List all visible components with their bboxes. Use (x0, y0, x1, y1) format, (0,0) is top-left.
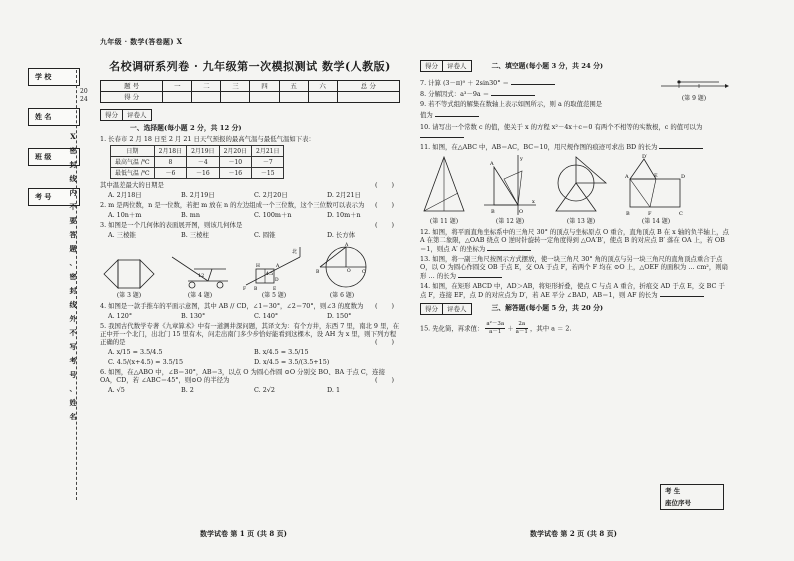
option-a[interactable]: A. 三棱锥 (108, 231, 136, 240)
question-15: 15. 先化简，再求值： $\frac{\text{a²－3a}}{a-1}$ ＋ $\frac{2a}{a-1}$ ，其中 a ＝ 2. (420, 320, 572, 335)
grader-name-label: 评卷人 (447, 304, 467, 313)
fig5-label-e: E (273, 287, 277, 292)
fig6-label-c: C (362, 270, 366, 276)
question-5: 5. 我国古代数学专著《九章算术》中有一道测井深问题，其译文为：有个方井，东西 7 里，南北 9 里，在正中开一个北门，出北门 15 里有木，问走出南门多少步恰好能看到这棵木，设 AH 为 x 里，则下列方程正确的是 ( ) (100, 321, 400, 346)
option-d[interactable]: D. 10m＋n (327, 211, 361, 220)
fig12-label-x: x (532, 199, 535, 206)
rectangle-fold-diagram (624, 153, 688, 217)
figures-row-2 (420, 153, 730, 226)
option-d[interactable]: D. 长方体 (327, 231, 356, 240)
option-b[interactable]: B. 2 (181, 385, 194, 394)
seat-number-box[interactable] (660, 484, 724, 510)
set-square-circle-diagram (552, 153, 610, 217)
question-10: 10. 请写出一个常数 c 的值，使关于 x 的方程 x²－4x＋c＝0 有两个不相等的实数根，c 的值可以为 (420, 123, 730, 140)
answer-blank[interactable] (458, 271, 502, 278)
temp-cell: 2月20日 (219, 146, 251, 157)
answer-blank[interactable] (435, 110, 479, 117)
fig6-label-b: B (316, 270, 320, 276)
score-cell: 六 (308, 80, 337, 91)
seal-line-notice: X 密 封 线 内 不 要 答 题 、 密 封 线 外 不 写 考 号 、 姓 名 (69, 132, 77, 421)
figure-3-caption: (第 3 题) (116, 292, 142, 300)
temp-cell: －15 (252, 168, 284, 179)
question-14: 14. 如图，在矩形 ABCD 中，AD＞AB，将矩形折叠，使点 C 与点 A 重合，折痕交 AD 于点 E，交 BC 于点 F，连接 EF，点 D 的对应点为 D′，若 AE 平分 ∠BAD，AB＝1，则 AF 的长为 (420, 281, 725, 299)
answer-blank[interactable] (487, 244, 531, 251)
fig12-label-a: A (490, 161, 494, 168)
fig5-north: 北 (292, 249, 298, 256)
name-label: 姓 名 (35, 111, 52, 121)
temp-cell: 2月19日 (187, 146, 219, 157)
class-label: 班 级 (35, 151, 52, 161)
page-2-footer: 数学试卷 第 2 页 (共 8 页) (530, 529, 617, 538)
fig14-label-b: B (626, 211, 630, 218)
question-5-options (108, 348, 400, 366)
option-a[interactable]: A. 120° (108, 311, 133, 320)
question-1: 1. 长春市 2 月 18 日至 2 月 21 日天气预报的最高气温与最低气温如下表： (100, 135, 315, 144)
fig12-label-b: B (491, 209, 495, 216)
question-7: 7. 计算 (3－π)⁰ ＋ 2sin30° ＝ (420, 78, 658, 87)
fraction-1: $\frac{\text{a²－3a}}{a-1}$ (486, 320, 505, 335)
option-c[interactable]: C. 2月20日 (254, 191, 288, 200)
figures-row-1 (100, 241, 400, 300)
option-d[interactable]: D. 150° (327, 311, 352, 320)
question-2: 2. m 是两位数，n 是一位数，若把 m 放在 n 的左边组成一个三位数，这个三位数可以表示为 ( ) (100, 201, 400, 210)
option-b[interactable]: B. 130° (181, 311, 206, 320)
page-1-footer: 数学试卷 第 1 页 (共 8 页) (200, 529, 287, 538)
question-3: 3. 如图是一个几何体的表面展开图，则该几何体是 ( ) (100, 221, 400, 230)
fig12-label-y: y (520, 156, 523, 163)
grader-score-label: 得分 (421, 61, 443, 71)
binding-margin (22, 60, 88, 500)
option-b[interactable]: B. x/4.5 = 3.5/15 (254, 347, 309, 356)
question-3-options (108, 231, 400, 239)
option-c[interactable]: C. 4.5/(x+4.5) = 3.5/15 (108, 357, 184, 366)
option-d[interactable]: D. 1 (327, 385, 341, 394)
fig5-label-b: B (254, 287, 258, 292)
option-d[interactable]: D. 2月21日 (327, 191, 361, 200)
fraction-2: $\frac{2a}{a-1}$ (515, 320, 528, 335)
grader-name-label: 评卷人 (127, 110, 147, 119)
figure-6 (316, 241, 368, 300)
section-1-title: 一、选择题(每小题 2 分，共 12 分) (130, 123, 242, 132)
fig5-label-45: 4.5 (266, 272, 274, 278)
figure-12-caption: (第 12 题) (495, 218, 525, 226)
temp-cell: －16 (219, 168, 251, 179)
score-cell[interactable] (279, 91, 308, 102)
figure-4-caption: (第 4 题) (187, 292, 213, 300)
score-cell[interactable] (221, 91, 250, 102)
cart-diagram (168, 251, 232, 291)
option-a[interactable]: A. 2月18日 (108, 191, 142, 200)
question-4-options (108, 312, 400, 320)
figure-13-caption: (第 13 题) (566, 218, 596, 226)
temp-cell: －6 (154, 168, 186, 179)
name-field (28, 108, 80, 126)
question-9: 9. 若不等式组的解集在数轴上表示如图所示，则 a 的取值范围是 (420, 100, 603, 109)
section-3-title: 三、解答题(每小题 5 分，共 20 分) (491, 304, 604, 313)
figure-4 (168, 251, 232, 300)
temp-cell: －16 (187, 168, 219, 179)
question-9-cont: 值为 (420, 110, 658, 119)
question-4: 4. 如图是一款手推车的平面示意图，其中 AB // CD，∠1＝30°，∠2＝70°，则∠3 的度数为 ( ) (100, 301, 400, 310)
answer-blank[interactable] (660, 290, 704, 297)
grader-score-label: 得分 (421, 304, 443, 314)
temperature-table (110, 145, 284, 179)
answer-blank[interactable] (511, 78, 555, 85)
score-cell: 三 (221, 80, 250, 91)
temp-cell: 最低气温 /℃ (111, 168, 155, 179)
circle-diagram (316, 241, 368, 291)
grader-box (100, 109, 152, 121)
paper-header-strip: 九年级 · 数学(答卷题) X (100, 37, 183, 46)
grader-box (420, 60, 472, 72)
net-diagram (100, 257, 158, 291)
figure-11-caption: (第 11 题) (429, 218, 459, 226)
answer-area[interactable] (420, 338, 730, 448)
figure-9 (658, 76, 730, 121)
score-cell[interactable] (192, 91, 221, 102)
score-cell[interactable] (308, 91, 337, 102)
school-label: 学 校 (35, 71, 52, 81)
score-cell: 四 (250, 80, 279, 91)
option-c[interactable]: C. 2√2 (254, 385, 275, 394)
figure-12 (482, 153, 538, 226)
figure-9-caption: (第 9 题) (681, 95, 707, 103)
figure-14 (624, 153, 688, 226)
section-2-title: 二、填空题(每小题 3 分，共 24 分) (491, 61, 604, 70)
question-13: 13. 如图，将一副三角尺按图示方式摆放，使一块三角尺 30° 角的顶点与另一块三角尺的直角顶点重合于点 O，以 O 为圆心作圆交 OB 于点 E，交 OA 于点 F，若两个 F 均在 ⊙O 上，△OEF 的面积为 … cm²，则扇形 … 的长为 (420, 254, 729, 280)
question-1-ask: 其中温差最大的日期是 ( ) (100, 181, 400, 190)
fig14-label-f: F (648, 211, 652, 218)
score-cell[interactable] (250, 91, 279, 102)
score-cell: 二 (192, 80, 221, 91)
figure-14-caption: (第 14 题) (641, 218, 671, 226)
score-table (100, 80, 400, 103)
figure-3 (100, 257, 158, 300)
option-c[interactable]: C. 140° (254, 311, 279, 320)
fig4-label: 12 (198, 273, 205, 280)
page-2 (420, 60, 730, 448)
fig6-label-o: O (347, 269, 351, 275)
figure-11 (420, 153, 468, 226)
score-cell: 一 (163, 80, 192, 91)
temp-cell: －10 (219, 157, 251, 168)
figure-6-caption: (第 6 题) (329, 292, 355, 300)
coordinate-rotation-diagram (482, 153, 538, 217)
fig5-label-d: D (275, 278, 279, 284)
option-b[interactable]: B. mn (181, 211, 200, 220)
option-a[interactable]: A. x/15 = 3.5/4.5 (108, 347, 163, 356)
seat-box-label-1: 考 生 (665, 486, 681, 495)
option-c[interactable]: C. 圆锥 (254, 231, 276, 240)
score-cell: 得 分 (101, 91, 163, 102)
question-6-options (108, 386, 400, 394)
option-c[interactable]: C. 100m＋n (254, 211, 292, 220)
school-field (28, 68, 80, 86)
score-table-score-row (101, 91, 400, 102)
fig14-label-c: C (679, 211, 683, 218)
fig5-label-h: H (256, 264, 260, 270)
option-b[interactable]: B. 2月19日 (181, 191, 215, 200)
figure-5-caption: (第 5 题) (261, 292, 287, 300)
grader-name-label: 评卷人 (447, 62, 467, 70)
well-diagram (242, 245, 306, 291)
temp-cell: 8 (154, 157, 186, 168)
exam-title: 名校调研系列卷 · 九年级第一次模拟测试 数学(人教版) (109, 60, 391, 73)
question-1-options (108, 191, 400, 199)
score-cell: 总 分 (337, 80, 399, 91)
temp-cell: 最高气温 /℃ (111, 157, 155, 168)
temp-cell: 2月18日 (154, 146, 186, 157)
option-b[interactable]: B. 三棱柱 (181, 231, 209, 240)
exam-number-label: 考 号 (35, 191, 52, 201)
year-vertical: 2024 (80, 88, 88, 103)
fig14-label-d-prime: D′ (642, 154, 648, 161)
fig14-label-d: D (681, 174, 686, 181)
answer-blank[interactable] (659, 142, 703, 149)
question-6: 6. 如图，在△ABO 中，∠B＝30°，AB＝3，以点 O 为圆心作圆 ⊙O 分别交 BO、BA 于点 C，连接 OA，CD，若 ∠ABC＝45°，则⊙O 的半径为 ( ) (100, 367, 400, 384)
page-1 (100, 60, 400, 396)
question-8: 8. 分解因式：a³－9a ＝ (420, 89, 658, 98)
fig6-label-a: A (345, 243, 349, 249)
score-cell[interactable] (337, 91, 399, 102)
grader-score-label: 得分 (101, 110, 123, 120)
fig14-label-e: E (654, 173, 658, 180)
option-d[interactable]: D. x/4.5 = 3.5/(3.5+15) (254, 357, 330, 366)
temp-cell: 日期 (111, 146, 155, 157)
grader-box (420, 303, 472, 315)
answer-blank[interactable] (491, 89, 535, 96)
score-cell[interactable] (163, 91, 192, 102)
temp-cell: －7 (252, 157, 284, 168)
figure-13 (552, 153, 610, 226)
question-12: 12. 如图，将平面直角坐标系中的三角尺 30° 的顶点与坐标原点 O 重合，直角顶点 B 在 x 轴的负半轴上，点 A 在第二象限，△OAB 绕点 O 逆时针旋转一定角度得到 △OA′B′，使点 B 的对应点 B′ 落在 OA 上，若 OB＝1，则点 A′ 的坐标为 (420, 227, 729, 253)
question-11: 11. 如图，在△ABC 中，AB＝AC，BC＝10，用尺规作图的痕迹可求出 BD 的长为 (420, 142, 730, 151)
score-table-header-row (101, 80, 400, 91)
fig12-label-o: O (519, 209, 524, 216)
fig5-label-f: F (243, 287, 247, 292)
figure-5 (242, 245, 306, 300)
score-cell: 题 号 (101, 80, 163, 91)
score-cell: 五 (279, 80, 308, 91)
option-a[interactable]: A. 10n＋m (108, 211, 142, 220)
option-a[interactable]: A. √5 (108, 385, 125, 394)
fig14-label-a: A (625, 174, 629, 181)
temp-cell: －4 (187, 157, 219, 168)
isosceles-triangle-diagram (420, 153, 468, 217)
fig5-label-a: A (276, 264, 280, 270)
seat-box-label-2: 座位序号 (665, 498, 691, 507)
number-line (659, 76, 729, 94)
temp-cell: 2月21日 (252, 146, 284, 157)
answer-blank[interactable] (420, 131, 464, 138)
question-2-options (108, 211, 400, 219)
